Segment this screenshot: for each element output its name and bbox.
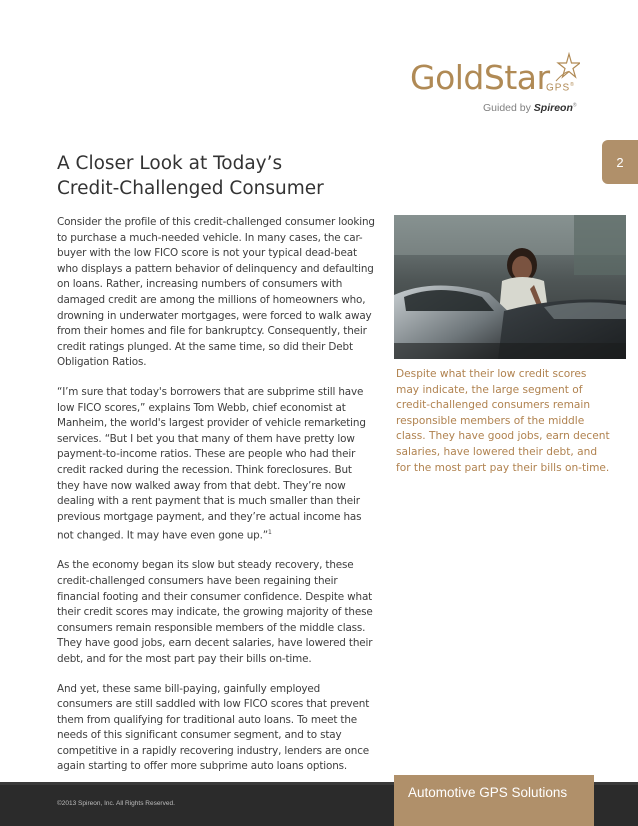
paragraph-4: And yet, these same bill-paying, gainfully employed consumers are still saddled with low FICO scores that prevent them from qualifying for traditional auto loans. To meet the needs of this significant consumer segment, and to stay competitive in a rapidly recovering industry, lenders are once again starting to offer more subprime auto loans options.: [57, 682, 370, 773]
article-photo: [394, 215, 626, 359]
logo-guided-by: Guided by Spireon®: [483, 102, 577, 114]
brand-logo: [410, 52, 590, 122]
footer-tagline-tab: [394, 775, 594, 826]
paragraph-3: As the economy began its slow but steady recovery, these credit-challenged consumers have been regaining their financial footing and their consumer confidence. Despite what their credit scores may indicate, the growing majority of these consumers remain responsible members of the middle class. They have good jobs, earn decent salaries, have lowered their debt, and for the most part pay their bills on-time.: [57, 559, 373, 665]
article-body: [57, 215, 377, 789]
article-title: [57, 151, 377, 201]
copyright-notice: ©2013 Spireon, Inc. All Rights Reserved.: [57, 800, 175, 807]
page-number-tab: [602, 140, 638, 184]
logo-gps-suffix: GPS®: [546, 82, 575, 94]
paragraph-1: Consider the profile of this credit-challenged consumer looking to purchase a much-needed vehicle. In many cases, the car-buyer with the low FICO score is not your typical dead-beat who displays a pattern behavior of delinquency and defaulting on loans. Rather, increasing numbers of consumers with damaged credit are among the millions of homeowners who, drowning in underwater mortgages, were forced to walk away from their homes and file for bankruptcy. Consequently, their credit ratings plunged. At the same time, so did their Debt Obligation Ratios.: [57, 216, 375, 369]
star-icon: [554, 52, 580, 82]
page-number: 2: [616, 154, 624, 170]
logo-wordmark: GoldStar: [410, 58, 550, 97]
title-line-2: Credit-Challenged Consumer: [57, 178, 324, 199]
footnote-ref: 1: [268, 529, 272, 537]
paragraph-2: “I’m sure that today's borrowers that are subprime still have low FICO scores,” explains Tom Webb, chief economist at Manheim, the world's largest provider of vehicle remarketing services. “But I bet you that many of them have pretty low payment-to-income ratios. These are people who had their credit racked during the recession. Think foreclosures. But they have now walked away from that debt. They’re now dealing with a rent payment that is much smaller than their previous mortgage payment, and they’re actual income has not changed. It may have even gone up.”$^1$: [57, 385, 366, 542]
title-line-1: A Closer Look at Today’s: [57, 153, 283, 174]
photo-woman-with-cars: [394, 215, 626, 359]
footer-tagline: Automotive GPS Solutions: [408, 785, 568, 800]
photo-caption: Despite what their low credit scores may indicate, the large segment of credit-challenged consumers remain responsible members of the middle class. They have good jobs, earn decent salaries, have lowered their debt, and for the most part pay their bills on-time.: [396, 368, 610, 474]
